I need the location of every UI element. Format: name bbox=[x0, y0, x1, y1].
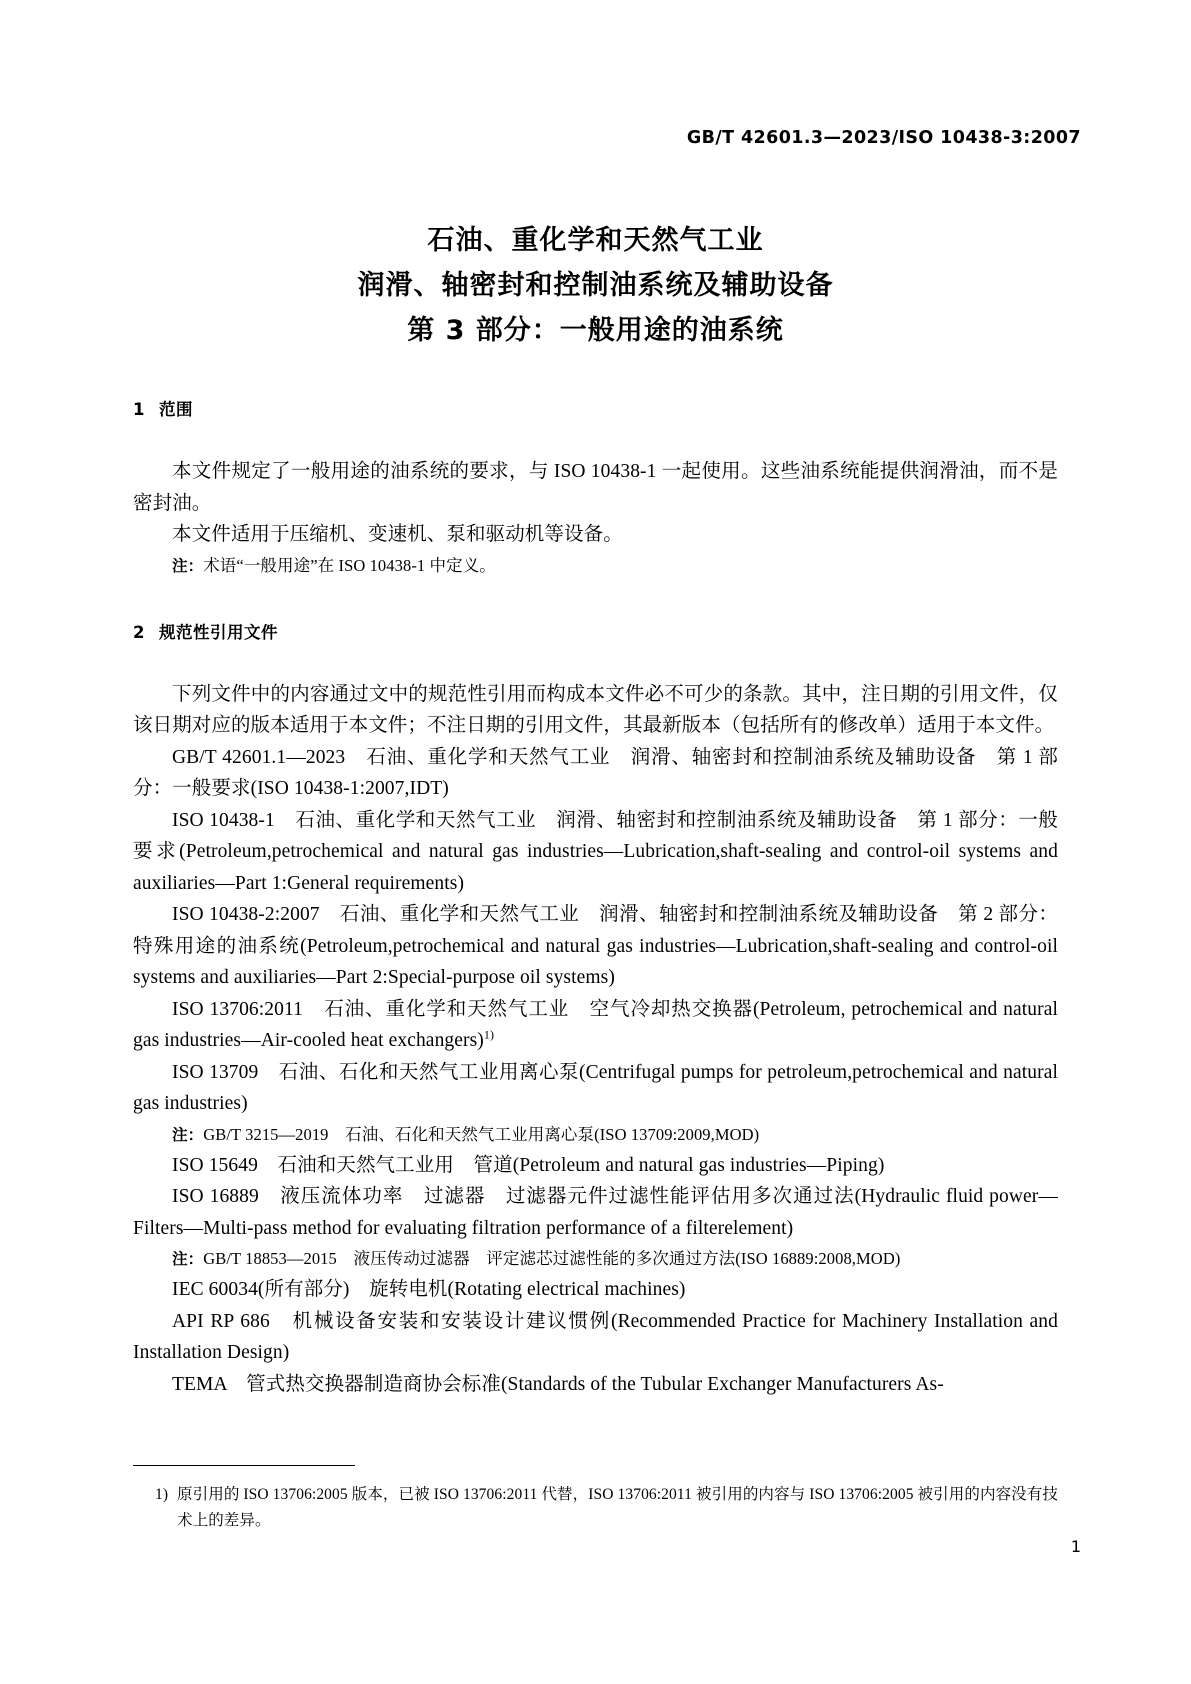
clause-1-heading bbox=[133, 396, 1058, 420]
title-line-3: 第 3 部分：一般用途的油系统 bbox=[407, 315, 784, 346]
footnote-area bbox=[133, 1465, 1058, 1534]
footnote-separator-rule bbox=[133, 1465, 355, 1466]
footnote-reference-mark[interactable]: 1) bbox=[483, 1027, 495, 1042]
reference-text: ISO 13706:2011 石油、重化学和天然气工业 空气冷却热交换器(Petroleum, petrochemical and natural gas industries—Air-cooled heat exchangers) bbox=[133, 998, 1058, 1051]
document-title bbox=[0, 218, 1191, 353]
title-line-1: 石油、重化学和天然气工业 bbox=[427, 225, 764, 256]
note-text: GB/T 18853—2015 液压传动过滤器 评定滤芯过滤性能的多次通过方法(ISO 16889:2008,MOD) bbox=[203, 1249, 901, 1268]
reference-entry bbox=[133, 899, 1058, 994]
page-number: 1 bbox=[1070, 1537, 1081, 1556]
note-text: GB/T 3215—2019 石油、石化和天然气工业用离心泵(ISO 13709:2009,MOD) bbox=[203, 1124, 760, 1144]
reference-entry: GB/T 42601.1—2023 石油、重化学和天然气工业 润滑、轴密封和控制油系统及辅助设备 第 1 部分：一般要求(ISO 10438-1:2007,IDT) bbox=[133, 746, 1058, 799]
reference-entry bbox=[133, 994, 1058, 1057]
reference-entry: TEMA 管式热交换器制造商协会标准(Standards of the Tubular Exchanger Manufacturers As- bbox=[172, 1373, 944, 1395]
reference-entry: ISO 13709 石油、石化和天然气工业用离心泵(Centrifugal pumps for petroleum,petrochemical and natural gas industries) bbox=[133, 1061, 1058, 1114]
clause-1-title: 范围 bbox=[158, 400, 193, 419]
reference-entry: API RP 686 机械设备安装和安装设计建议惯例(Recommended Practice for Machinery Installation and Installation Design) bbox=[133, 1310, 1058, 1363]
note-label: 注： bbox=[172, 556, 204, 575]
clause-1-number: 1 bbox=[133, 400, 145, 419]
running-header-standard-code: GB/T 42601.3—2023/ISO 10438-3:2007 bbox=[686, 128, 1081, 148]
note-text: 术语“一般用途”在 ISO 10438-1 中定义。 bbox=[203, 555, 496, 575]
note-label: 注： bbox=[172, 1125, 204, 1144]
footnote-text: 原引用的 ISO 13706:2005 版本，已被 ISO 13706:2011 代替，ISO 13706:2011 被引用的内容与 ISO 13706:2005 被引用的内容没有技术上的差异。 bbox=[177, 1486, 1058, 1529]
reference-entry: IEC 60034(所有部分) 旋转电机(Rotating electrical machines) bbox=[172, 1279, 686, 1300]
clause-2-heading bbox=[133, 619, 1058, 643]
footnote-number: 1) bbox=[155, 1486, 169, 1503]
clause-1-paragraph-2: 本文件适用于压缩机、变速机、泵和驱动机等设备。 bbox=[172, 524, 623, 545]
clause-2-intro-paragraph: 下列文件中的内容通过文中的规范性引用而构成本文件必不可少的条款。其中，注日期的引用文件，仅该日期对应的版本适用于本文件；不注日期的引用文件，其最新版本（包括所有的修改单）适用于本文件。 bbox=[133, 683, 1058, 736]
clause-2-title: 规范性引用文件 bbox=[158, 622, 278, 642]
reference-entry: ISO 16889 液压流体功率 过滤器 过滤器元件过滤性能评估用多次通过法(Hydraulic fluid power— Filters—Multi-pass method for evaluating filtration performance of a filterelement) bbox=[133, 1186, 1058, 1239]
clause-2-note-1 bbox=[133, 1120, 1058, 1150]
note-label: 注： bbox=[172, 1250, 204, 1268]
reference-entry: ISO 10438-1 石油、重化学和天然气工业 润滑、轴密封和控制油系统及辅助设备 第 1 部分：一般要求(Petroleum,petrochemical and natural gas industries—Lubrication,shaft-sealing and control-oil systems and auxiliaries—Part 1:General requirements) bbox=[133, 809, 1058, 894]
document-body bbox=[133, 396, 1058, 1400]
clause-2-note-2 bbox=[133, 1244, 1058, 1274]
clause-1-note bbox=[133, 551, 1058, 581]
reference-text: ISO 10438-2:2007 石油、重化学和天然气工业 润滑、轴密封和控制油系统及辅助设备 第 2 部分：特殊用途的油系统(Petroleum,petrochemical and natural gas industries—Lubrication,shaft-sealing and control-oil systems and auxiliaries—Part 2:Special-purpose oil systems) bbox=[133, 904, 1058, 988]
title-line-2: 润滑、轴密封和控制油系统及辅助设备 bbox=[357, 270, 834, 301]
clause-1-paragraph-1: 本文件规定了一般用途的油系统的要求，与 ISO 10438-1 一起使用。这些油系统能提供润滑油，而不是密封油。 bbox=[133, 461, 1058, 514]
footnote-item bbox=[133, 1482, 1058, 1534]
reference-entry: ISO 15649 石油和天然气工业用 管道(Petroleum and natural gas industries—Piping) bbox=[172, 1154, 885, 1176]
clause-2-number: 2 bbox=[133, 622, 145, 642]
